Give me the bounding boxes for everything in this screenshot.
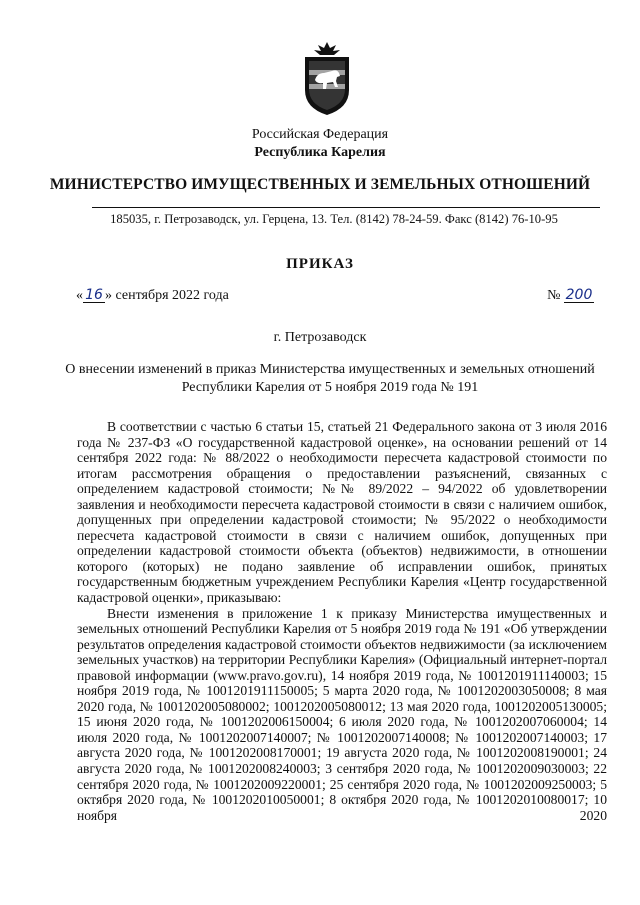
country-name: Российская Федерация: [251, 127, 389, 142]
number-prefix: №: [547, 288, 561, 303]
handwritten-number: 200: [565, 287, 593, 303]
body-paragraph-1: В соответствии с частью 6 статьи 15, статьей 21 Федерального закона от 3 июля 2016 года № 237-ФЗ «О государственной кадастровой оценке», на основании решений от 14 сентября 2022 года: № 88/2022 о необходимости пересчета кадастровой стоимости по итогам рассмотрения обращения о предоставлении разъяснений, связанных с определением кадастровой стоимости; №№ 89/2022 – 94/2022 об удовлетворении заявления и необходимости пересчета кадастровой стоимости в связи с наличием ошибок, допущенных при определении кадастровой стоимости; № 95/2022 о необходимости пересчета кадастровой стоимости в связи с наличием ошибок, допущенных при определении кадастровой стоимости объекта (объектов) недвижимости, в отношении которого (которых) не подано заявление об исправлении ошибок, принятых государственным бюджетным учреждением Республики Карелия «Центр государственной кадастровой оценки», приказываю:: [77, 419, 607, 606]
order-body: [77, 419, 607, 823]
date-month-year: » сентября 2022 года: [105, 288, 229, 303]
header-divider: [92, 207, 600, 208]
karelia-coat-of-arms-icon: [300, 40, 354, 116]
order-subject: О внесении изменений в приказ Министерства имущественных и земельных отношений Республики Карелия от 5 ноября 2019 года № 191: [65, 362, 595, 395]
handwritten-day: 16: [83, 288, 105, 303]
document-title: ПРИКАЗ: [286, 256, 354, 272]
ministry-address: 185035, г. Петрозаводск, ул. Герцена, 13. Тел. (8142) 78-24-59. Факс (8142) 76-10-95: [110, 212, 558, 226]
ministry-name: МИНИСТЕРСТВО ИМУЩЕСТВЕННЫХ И ЗЕМЕЛЬНЫХ ОТНОШЕНИЙ: [49, 176, 591, 193]
order-date: [76, 288, 229, 304]
body-paragraph-2: Внести изменения в приложение 1 к приказу Министерства имущественных и земельных отношений Республики Карелия от 5 ноября 2019 года № 191 «Об утверждении результатов определения кадастровой стоимости объектов недвижимости (за исключением земельных участков) на территории Республики Карелия» (Официальный интернет-портал правовой информации (www.pravo.gov.ru), 14 ноября 2019 года, № 1001201911140003; 15 ноября 2019 года, № 1001201911150005; 5 марта 2020 года, № 1001202003050008; 8 мая 2020 года, № 1001202005080002; 1001202005080012; 13 мая 2020 года, 1001202005130005; 15 июня 2020 года, № 1001202006150004; 6 июля 2020 года, № 1001202007060004; 14 июля 2020 года, № 1001202007140007; № 1001202007140008; № 1001202007140003; 17 августа 2020 года, № 1001202008170001; 19 августа 2020 года, № 1001202008190001; 24 августа 2020 года, № 1001202008240003; 3 сентября 2020 года, № 1001202009030003; 22 сентября 2020 года, № 1001202009220001; 25 сентября 2020 года, № 1001202009250003; 5 октября 2020 года, № 1001202010050001; 8 октября 2020 года, № 1001202010080017; 10 ноября 2020: [77, 605, 607, 823]
city-name: г. Петрозаводск: [273, 330, 367, 345]
region-name: Республика Карелия: [254, 145, 386, 160]
date-quote-open: «: [76, 288, 83, 303]
order-number: [547, 288, 594, 304]
